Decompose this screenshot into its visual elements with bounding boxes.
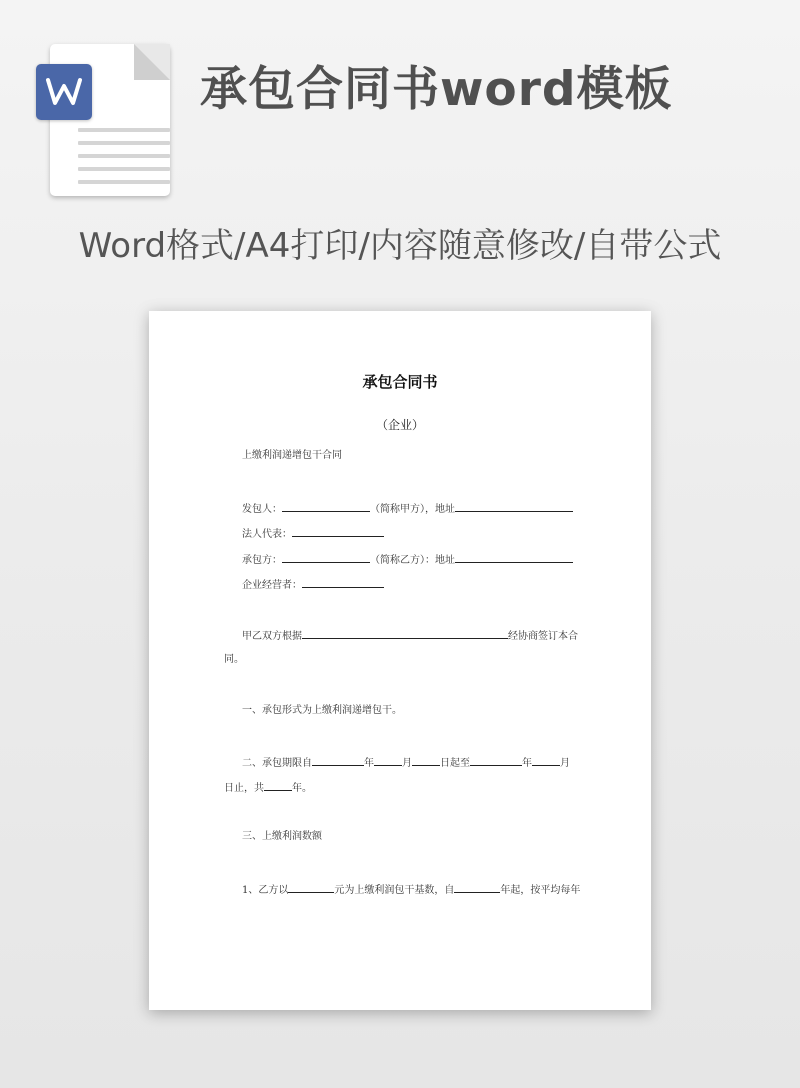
contract-type: 上缴利润递增包干合同	[242, 450, 342, 461]
clause-1-text: 一、承包形式为上缴利润递增包干。	[242, 705, 402, 716]
start-month-blank	[374, 755, 402, 766]
start-day-blank	[412, 755, 440, 766]
basis-line	[242, 628, 578, 643]
item-1-prefix: 1、乙方以	[242, 885, 289, 896]
item-1-line	[242, 882, 580, 897]
clause-2-wrap-line	[224, 780, 312, 795]
start-year-blank	[312, 755, 364, 766]
clause-3-text: 三、上缴利润数额	[242, 831, 322, 842]
manager-line	[242, 577, 384, 592]
file-text-lines	[78, 128, 170, 193]
party-b-line	[242, 552, 573, 567]
clause-2-year: 年	[364, 758, 374, 769]
party-b-blank	[282, 552, 370, 563]
page-title: 承包合同书word模板	[200, 62, 673, 117]
document-preview	[149, 311, 651, 1010]
basis-suffix: 经协商签订本合	[508, 631, 578, 642]
manager-label: 企业经营者：	[242, 580, 302, 591]
document-title: 承包合同书	[362, 373, 438, 391]
base-amount-blank	[288, 882, 334, 893]
clause-3	[242, 831, 322, 843]
document-subtitle: （企业）	[375, 418, 424, 432]
basis-wrap: 同。	[224, 654, 244, 665]
years-total-blank	[264, 780, 292, 791]
clause-2-day-end: 日止，共	[224, 783, 264, 794]
item-1-mid: 元为上缴利润包干基数，自	[334, 885, 455, 896]
item-1-suffix: 年起，按平均每年	[500, 885, 581, 896]
party-b-address-blank	[455, 552, 573, 563]
party-a-abbr: （简称甲方），地址	[370, 504, 455, 515]
page-fold-corner	[134, 44, 170, 80]
base-year-blank	[454, 882, 500, 893]
party-a-label: 发包人：	[242, 504, 282, 515]
basis-prefix: 甲乙双方根据	[242, 631, 302, 642]
party-a-address-blank	[455, 501, 573, 512]
contract-type-line	[242, 450, 342, 462]
clause-2-month-end: 月	[560, 758, 570, 769]
clause-2-years-unit: 年。	[292, 783, 312, 794]
party-a-line	[242, 501, 573, 516]
end-month-blank	[532, 755, 560, 766]
party-b-abbr: （简称乙方）：地址	[370, 555, 455, 566]
clause-2-month: 月	[402, 758, 412, 769]
legal-rep-label: 法人代表：	[242, 529, 292, 540]
word-badge-icon	[36, 64, 92, 120]
party-b-label: 承包方：	[242, 555, 282, 566]
clause-2-year-end: 年	[522, 758, 532, 769]
clause-1	[242, 705, 402, 717]
legal-rep-blank	[292, 526, 384, 537]
clause-2-line	[242, 755, 570, 770]
end-year-blank	[470, 755, 522, 766]
party-a-blank	[282, 501, 370, 512]
basis-blank	[302, 628, 508, 639]
page-subtitle: Word格式/A4打印/内容随意修改/自带公式	[78, 226, 722, 266]
word-file-icon	[36, 44, 172, 200]
clause-2-from: 日起至	[440, 758, 470, 769]
basis-wrap-line	[224, 654, 244, 666]
manager-blank	[302, 577, 384, 588]
clause-2-prefix: 二、承包期限自	[242, 758, 312, 769]
legal-rep-line	[242, 526, 384, 541]
